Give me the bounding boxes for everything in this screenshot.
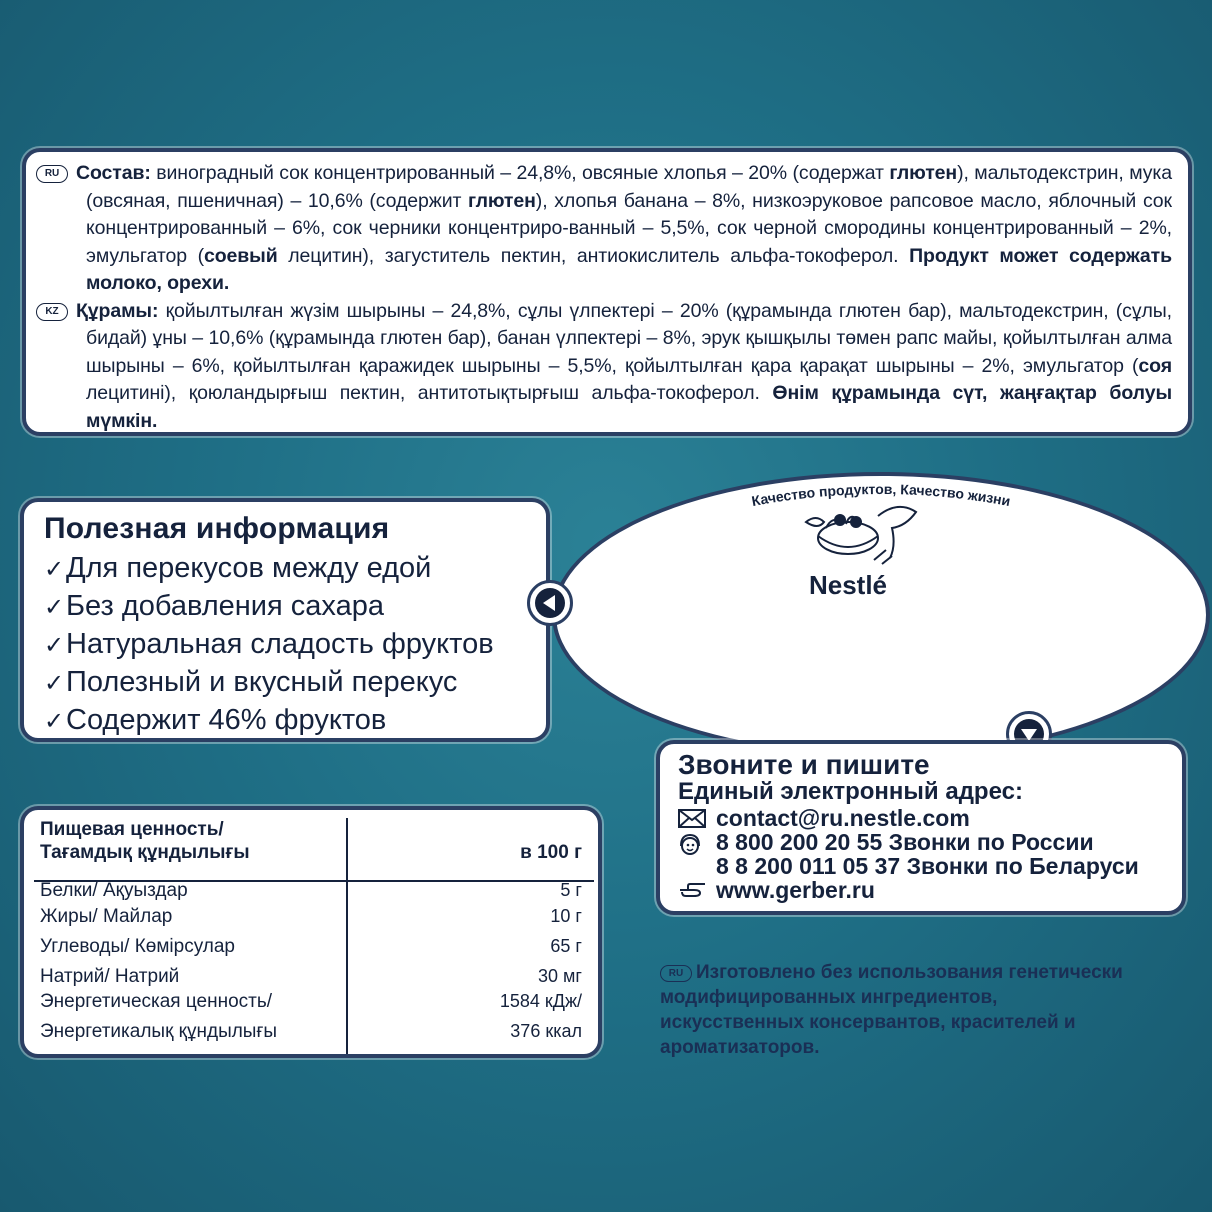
nutrition-row-value: 5 г — [560, 880, 582, 900]
nutrition-row-name: Энергетикалық құндылығы — [40, 1021, 278, 1042]
useful-info-item — [44, 626, 532, 664]
useful-info-item-text: Полезный и вкусный перекус — [66, 666, 458, 698]
composition-kz — [36, 298, 1172, 436]
logo-slogan: Качество продуктов, Качество жизни — [750, 480, 1012, 510]
useful-info-item — [44, 664, 532, 702]
nutrition-row-value: 376 ккал — [510, 1021, 582, 1041]
composition-panel — [22, 148, 1192, 436]
website-text: www.gerber.ru — [716, 877, 875, 903]
phone-by-row[interactable] — [678, 854, 1172, 878]
checkmark-icon: ✓ — [44, 670, 65, 697]
nutrition-row-name: Энергетическая ценность/ — [40, 991, 273, 1012]
composition-ru — [36, 160, 1172, 298]
nest-birds-icon — [806, 507, 916, 564]
nutrition-table — [20, 806, 602, 1058]
checkmark-icon: ✓ — [44, 632, 65, 659]
nutrition-row-name: Белки/ Ақуыздар — [40, 880, 188, 901]
contacts-subtitle: Единый электронный адрес: — [678, 778, 1023, 805]
chevron-left-icon — [530, 583, 570, 623]
kz-text-4: Өнім құрамында сүт, жаңғақтар болуы мүмкін. — [86, 382, 1172, 432]
note-text: Изготовлено без использования генетически модифицированных ингредиентов, искусственных консервантов, красителей и ароматизаторов. — [660, 962, 1123, 1058]
kz-text-2: соя — [1138, 354, 1172, 377]
lang-badge-kz: KZ — [36, 303, 68, 321]
nutrition-row-value: 65 г — [550, 936, 582, 956]
nutrition-row-value: 1584 кДж/ — [499, 991, 582, 1011]
pointing-hand-icon — [678, 881, 708, 901]
checkmark-icon: ✓ — [44, 594, 65, 621]
ru-text-6: соевый — [203, 244, 278, 267]
ru-text-7: лецитин), загуститель пектин, антиокислитель альфа-токоферол. — [277, 244, 910, 267]
nutrition-row-value: 10 г — [550, 906, 582, 926]
kz-text-1: қойылтылған жүзім шырыны – 24,8%, сұлы үлпектері – 20% (құрамында глютен бар), мальтодекстрин, (сұлы, бидай) ұны – 10,6% (құрамында глютен бар), банан үлпектері – 8%, эрук қышқылы төмен рапс майы, қойылтылған алма шырыны – 6%, қойылтылған қаражидек шырыны – 5,5%, қойылтылған қара қарақат шырыны – 2%, эмульгатор ( — [86, 299, 1172, 377]
useful-info-item-text: Без добавления сахара — [66, 590, 384, 622]
nutrition-row-name: Натрий/ Натрий — [40, 966, 180, 987]
email-link[interactable] — [678, 806, 1172, 830]
contacts-title: Звоните и пишите — [678, 749, 930, 780]
useful-info-item — [44, 550, 532, 588]
ru-text-4: глютен — [468, 189, 536, 212]
lang-badge-ru: RU — [36, 165, 68, 183]
ru-text-3: ), мальтодекстрин, мука (овсяная, пшеничная) – 10,6% (содержит — [86, 162, 1172, 212]
useful-info-panel — [20, 498, 550, 742]
contacts-panel — [656, 740, 1186, 915]
useful-info-item-text: Содержит 46% фруктов — [66, 704, 387, 736]
useful-info-item — [44, 588, 532, 626]
checkmark-icon: ✓ — [44, 708, 65, 735]
phone-ru-row[interactable] — [678, 830, 1172, 854]
prev-arrow-button[interactable] — [527, 580, 573, 626]
kz-text-0: Құрамы: — [76, 299, 159, 322]
nestle-logo-oval — [552, 472, 1210, 758]
nutrition-row-name: Углеводы/ Көмірсулар — [40, 936, 236, 957]
phone-ru-text: 8 800 200 20 55 Звонки по России — [716, 829, 1094, 855]
kz-text-3: лецитині), қоюландырғыш пектин, антитотықтырғыш альфа-токоферол. — [86, 382, 773, 404]
nutrition-per-100g: в 100 г — [520, 842, 582, 863]
website-link[interactable] — [678, 878, 1172, 902]
envelope-icon — [678, 809, 708, 829]
ru-text-5: ), хлопья банана – 8%, низкоэруковое рапсовое масло, яблочный сок концентрированный – 6%, сок черники концентриро-ванный – 5,5%, сок черной смородины концентрированный – 2%, эмульгатор ( — [86, 189, 1172, 267]
useful-info-item — [44, 702, 532, 740]
nutrition-row-name: Жиры/ Майлар — [40, 906, 173, 927]
useful-info-item-text: Натуральная сладость фруктов — [66, 628, 494, 660]
checkmark-icon: ✓ — [44, 556, 65, 583]
nutrition-column-divider — [346, 818, 348, 1054]
nutrition-header-ru: Пищевая ценность/ — [40, 819, 224, 840]
nutrition-header — [40, 818, 250, 864]
useful-info-item-text: Для перекусов между едой — [66, 552, 432, 584]
nutrition-header-kz: Тағамдық құндылығы — [40, 842, 250, 863]
email-text: contact@ru.nestle.com — [716, 805, 970, 831]
ru-text-1: виноградный сок концентрированный – 24,8%, овсяные хлопья – 20% (содержат — [150, 162, 890, 184]
ru-text-2: глютен — [889, 162, 958, 184]
gmo-free-note — [660, 960, 1140, 1060]
note-lang-badge: RU — [660, 965, 692, 982]
useful-info-title: Полезная информация — [44, 512, 390, 545]
phone-by-text: 8 8 200 011 05 37 Звонки по Беларуси — [716, 853, 1139, 879]
useful-info-list — [44, 550, 532, 740]
ru-text-0: Состав: — [76, 162, 151, 184]
ru-text-8: Продукт может содержать молоко, орехи. — [86, 244, 1172, 294]
svg-text:Качество продуктов, Качество ж — [750, 481, 1011, 509]
logo-brand: Nestlé — [808, 570, 888, 600]
nutrition-row-value: 30 мг — [538, 966, 582, 986]
nestle-logo — [556, 476, 1206, 754]
